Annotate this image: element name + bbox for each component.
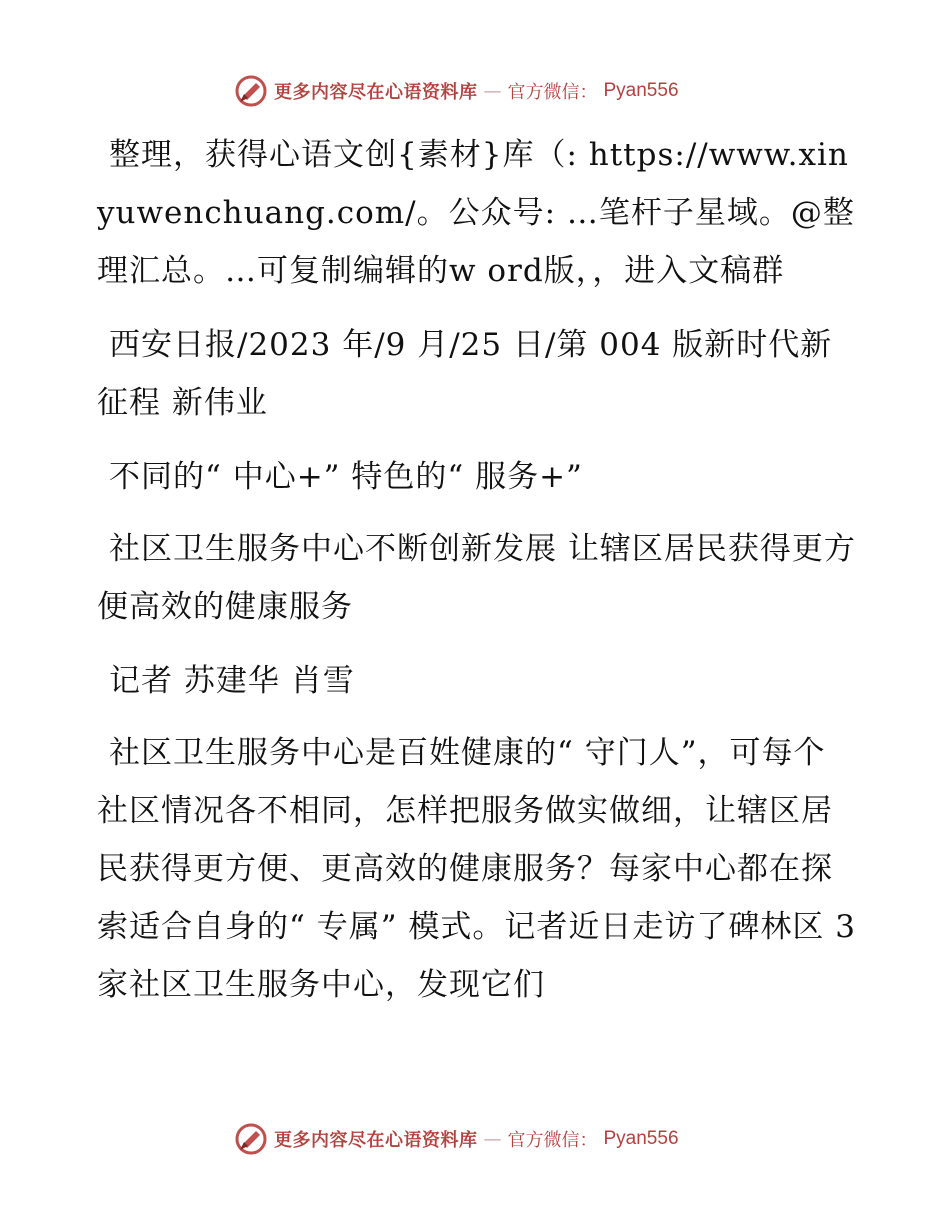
headline-kicker: 不同的“ 中心+” 特色的“ 服务+” <box>109 459 583 495</box>
watermark-brand-text: 更多内容尽在心语资料库 <box>274 1130 478 1151</box>
watermark-label: 官方微信： <box>507 82 598 103</box>
footer-watermark <box>234 1119 679 1159</box>
brand-logo-icon <box>234 74 268 108</box>
header-watermark <box>234 71 679 111</box>
source-line: 西安日报/2023 年/9 月/25 日/第 004 版新时代新征程 新伟业 <box>97 327 833 421</box>
watermark-separator: — <box>483 80 502 102</box>
watermark-label: 官方微信： <box>507 1130 598 1151</box>
headline: 社区卫生服务中心不断创新发展 让辖区居民获得更方便高效的健康服务 <box>97 531 856 625</box>
document-body <box>97 126 857 1030</box>
watermark-brand-text: 更多内容尽在心语资料库 <box>274 82 478 103</box>
watermark-account: Pyan556 <box>603 80 679 101</box>
watermark-separator: — <box>483 1128 502 1150</box>
brand-logo-icon <box>234 1122 268 1156</box>
byline: 记者 苏建华 肖雪 <box>109 663 355 699</box>
body-paragraph: 社区卫生服务中心是百姓健康的“ 守门人”，可每个社区情况各不相同，怎样把服务做实做细，让辖区居民获得更方便、更高效的健康服务？每家中心都在探索适合自身的“ 专属” 模式。记者近日走访了碑林区 3 家社区卫生服务中心，发现它们 <box>97 735 856 1003</box>
watermark-account: Pyan556 <box>603 1128 679 1149</box>
intro-paragraph: 整理，获得心语文创{素材}库（: https://www.xinyuwenchuang.com/。公众号: …笔杆子星域。@整理汇总。…可复制编辑的w ord版，，进入文稿群 <box>97 137 855 289</box>
